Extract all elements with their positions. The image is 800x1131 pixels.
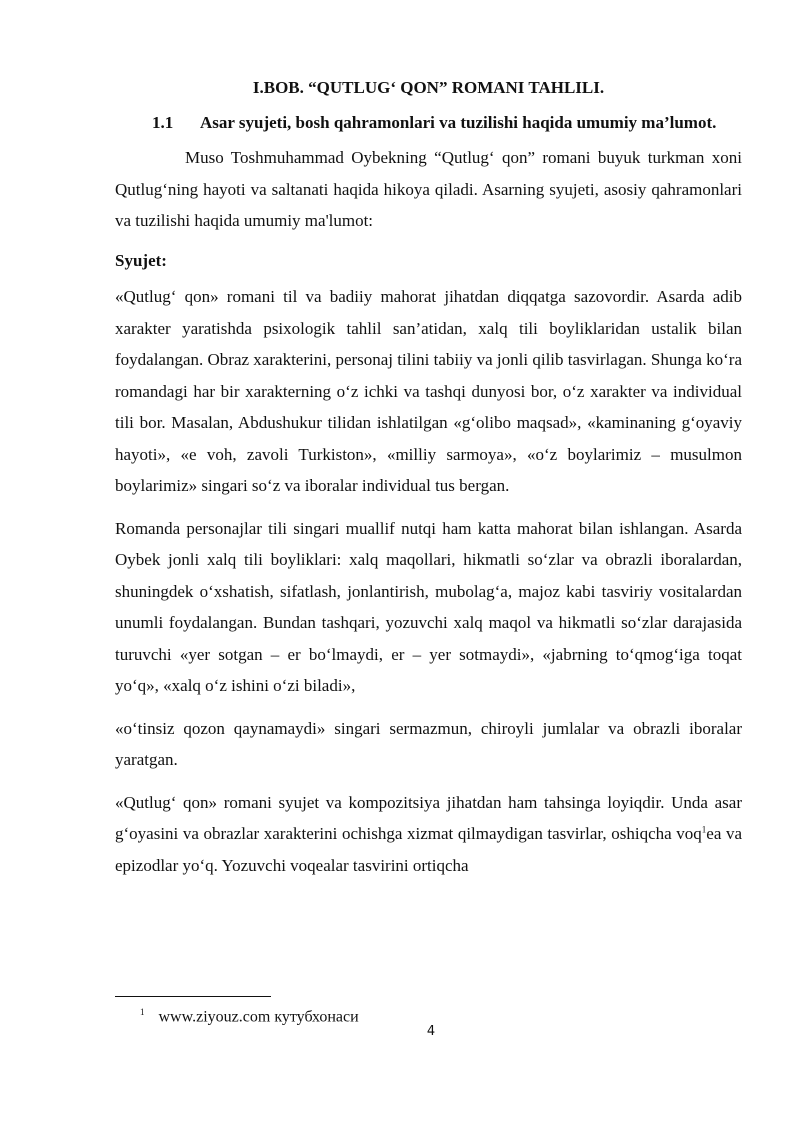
footnote-mark: 1 [140, 1007, 145, 1017]
footnote-divider [115, 996, 271, 997]
footnote-text: www.ziyouz.com кутубхонаси [158, 1008, 359, 1026]
section-heading [115, 107, 742, 139]
page-number: 4 [426, 1024, 436, 1039]
paragraph-3: «o‘tinsiz qozon qaynamaydi» singari sermazmun, chiroyli jumlalar va obrazli iboralar yaratgan. [115, 718, 742, 769]
section-number: 1.1 [152, 112, 174, 132]
paragraph-4-start: «Qutlug‘ qon» romani syujet va kompozitsiya jihatdan ham tahsinga loyiqdir. Unda asar g‘oyasini va obrazlar xarakterini ochishga xizmat qilmaydigan tasvirlar, oshiqcha voq [115, 792, 742, 843]
footnote-reference[interactable]: 1 [701, 824, 707, 835]
intro-paragraph: Muso Toshmuhammad Oybekning “Qutlug‘ qon” romani buyuk turkman xoni Qutlug‘ning hayoti va saltanati haqida hikoya qiladi. Asarning syujeti, asosiy qahramonlari va tuzilishi haqida umumiy ma'lumot: [115, 148, 742, 230]
paragraph-4-end: ea va epizodlar yo‘q. Yozuvchi voqealar tasvirini ortiqcha [115, 824, 743, 875]
paragraph-1: «Qutlug‘ qon» romani til va badiiy mahorat jihatdan diqqatga sazovordir. Asarda adib xarakter yaratishda psixologik tahlil san’atidan, xalq tili boyliklaridan ustalik bilan foydalangan. Obraz xarakterini, personaj tilini tabiiy va jonli qilib tasvirlagan. Shunga ko‘ra romandagi har bir xarakterning o‘z ichki va tashqi dunyosi bor, o‘z xarakter va individual tili bor. Masalan, Abdushukur tilidan ishlatilgan «g‘olibo maqsad», «kaminaning g‘oyaviy hayoti», «e voh, zavoli Turkiston», «milliy sarmoya», «o‘z boylarimiz – musulmon boylarimiz» singari so‘z va iboralar individual tus bergan. [115, 287, 742, 495]
paragraph-2: Romanda personajlar tili singari muallif nutqi ham katta mahorat bilan ishlangan. Asarda Oybek jonli xalq tili boyliklari: xalq maqollari, hikmatli so‘zlar va obrazli iboralardan, shuningdek o‘xshatish, sifatlash, jonlantirish, mubolag‘a, majoz kabi tasviriy vositalardan unumli foydalangan. Bundan tashqari, yozuvchi xalq maqol va hikmatli so‘zlar darajasida turuvchi «yer sotgan – er bo‘lmaydi, er – yer sotmaydi», «jabrning to‘qmog‘iga toqat yo‘q», «xalq o‘z ishini o‘zi biladi», [115, 518, 742, 695]
section-title: Asar syujeti, bosh qahramonlari va tuzilishi haqida umumiy ma’lumot. [200, 112, 717, 132]
chapter-title: I.BOB. “QUTLUG‘ QON” ROMANI TAHLILI. [252, 78, 605, 97]
paragraph-4 [115, 787, 742, 882]
syujet-heading: Syujet: [115, 250, 167, 270]
document-page [115, 72, 742, 892]
